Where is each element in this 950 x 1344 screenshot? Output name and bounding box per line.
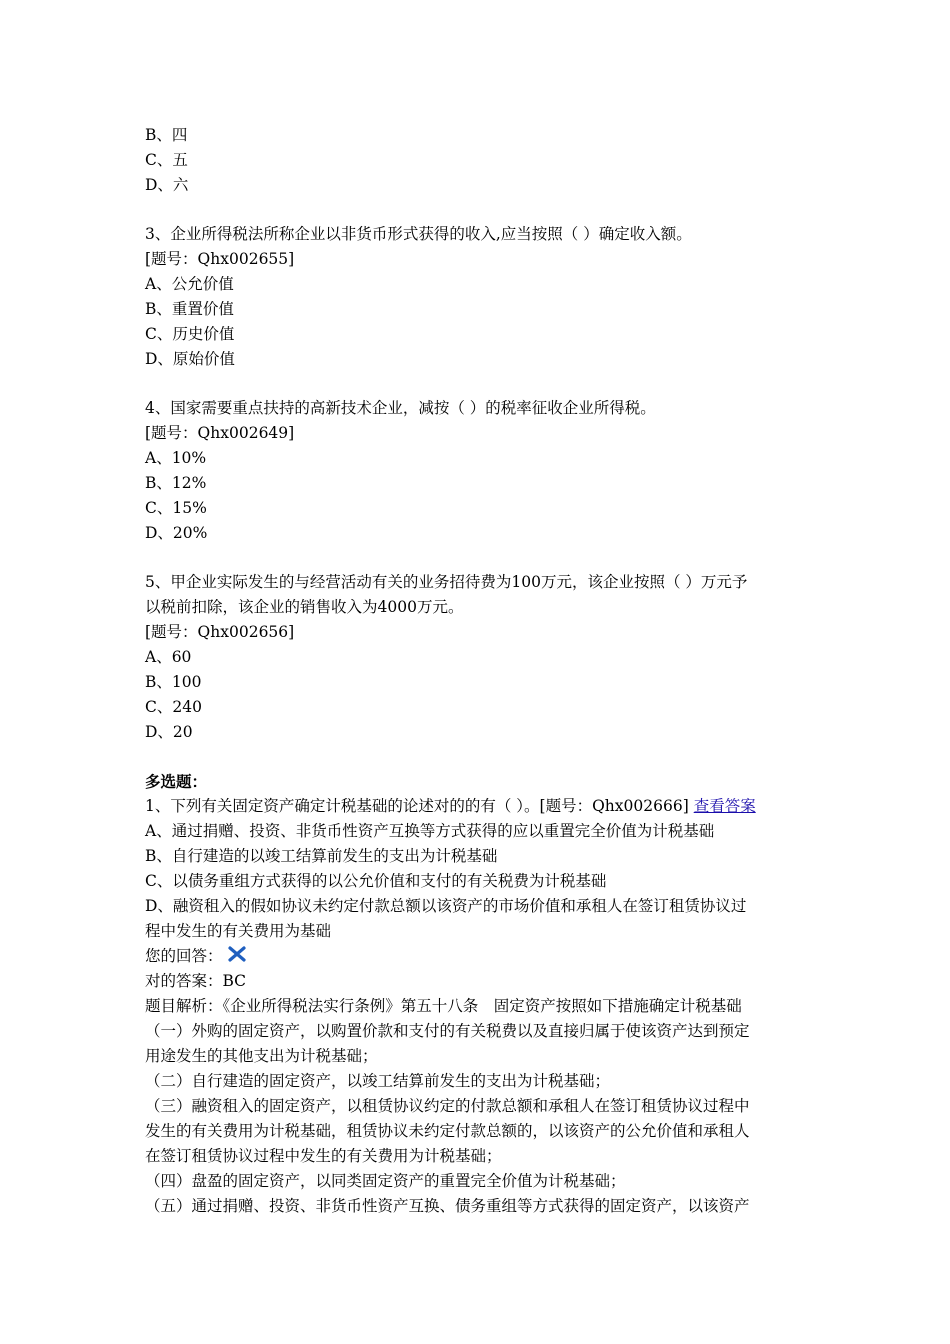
question-3-stem: 3、企业所得税法所称企业以非货币形式获得的收入,应当按照（ ）确定收入额。	[145, 225, 692, 243]
your-answer-row	[145, 944, 810, 969]
multi-question-1-option-c: C、以债务重组方式获得的以公允价值和支付的有关税费为计税基础	[145, 872, 607, 890]
question-5-option-a: A、60	[145, 648, 192, 666]
multi-question-1-option-a: A、通过捐赠、投资、非货币性资产互换等方式获得的应以重置完全价值为计税基础	[145, 822, 715, 840]
question-4-id: [题号：Qhx002649]	[145, 424, 295, 442]
question-3-option-b: B、重置价值	[145, 300, 234, 318]
question-4-option-b: B、12%	[145, 474, 207, 492]
option-d: D、六	[145, 176, 189, 194]
view-answer-link[interactable]: 查看答案	[693, 797, 756, 815]
multi-question-1-option-b: B、自行建造的以竣工结算前发生的支出为计税基础	[145, 847, 498, 865]
correct-answer: 对的答案：BC	[145, 972, 247, 990]
option-c: C、五	[145, 151, 188, 169]
spacer	[145, 546, 810, 570]
analysis-line-2: （一）外购的固定资产，以购置价款和支付的有关税费以及直接归属于使该资产达到预定	[145, 1022, 750, 1040]
question-3-option-c: C、历史价值	[145, 325, 235, 343]
x-mark-icon	[227, 945, 247, 963]
question-3-option-a: A、公允价值	[145, 275, 234, 293]
question-5-stem-line2: 以税前扣除，该企业的销售收入为4000万元。	[145, 598, 464, 616]
analysis-line-8: （四）盘盈的固定资产，以同类固定资产的重置完全价值为计税基础；	[145, 1172, 626, 1190]
analysis-line-6: 发生的有关费用为计税基础，租赁协议未约定付款总额的，以该资产的公允价值和承租人	[145, 1122, 750, 1140]
analysis-line-4: （二）自行建造的固定资产，以竣工结算前发生的支出为计税基础；	[145, 1072, 611, 1090]
analysis-line-5: （三）融资租入的固定资产，以租赁协议约定的付款总额和承租人在签订租赁协议过程中	[145, 1097, 750, 1115]
multi-question-1-option-d-line1: D、融资租入的假如协议未约定付款总额以该资产的市场价值和承租人在签订租赁协议过	[145, 897, 747, 915]
your-answer-label: 您的回答：	[145, 947, 223, 965]
question-5-stem-line1: 5、甲企业实际发生的与经营活动有关的业务招待费为100万元，该企业按照（ ）万元予	[145, 573, 748, 591]
multi-question-1-stem: 1、下列有关固定资产确定计税基础的论述对的的有（ ）。[题号：Qhx002666]	[145, 797, 689, 815]
multi-question-1-option-d-line2: 程中发生的有关费用为基础	[145, 922, 332, 940]
question-5-option-c: C、240	[145, 698, 202, 716]
question-5-option-b: B、100	[145, 673, 202, 691]
multi-choice-section-title: 多选题：	[145, 772, 208, 791]
spacer	[145, 745, 810, 769]
question-3-id: [题号：Qhx002655]	[145, 250, 295, 268]
question-5-id: [题号：Qhx002656]	[145, 623, 295, 641]
spacer	[145, 198, 810, 222]
analysis-line-1: 题目解析：《企业所得税法实行条例》第五十八条 固定资产按照如下措施确定计税基础	[145, 997, 742, 1015]
question-4-option-c: C、15%	[145, 499, 207, 517]
option-b: B、四	[145, 126, 188, 144]
analysis-line-7: 在签订租赁协议过程中发生的有关费用为计税基础；	[145, 1147, 502, 1165]
question-4-option-d: D、20%	[145, 524, 208, 542]
spacer	[145, 372, 810, 396]
question-3-option-d: D、原始价值	[145, 350, 235, 368]
question-4-stem: 4、国家需要重点扶持的高新技术企业，减按（ ）的税率征收企业所得税。	[145, 399, 656, 417]
analysis-line-3: 用途发生的其他支出为计税基础；	[145, 1047, 378, 1065]
question-5-option-d: D、20	[145, 723, 193, 741]
question-4-option-a: A、10%	[145, 449, 207, 467]
analysis-line-9: （五）通过捐赠、投资、非货币性资产互换、债务重组等方式获得的固定资产，以该资产	[145, 1197, 750, 1215]
multi-question-1-stem-row	[145, 794, 810, 819]
document-page	[145, 123, 810, 1219]
